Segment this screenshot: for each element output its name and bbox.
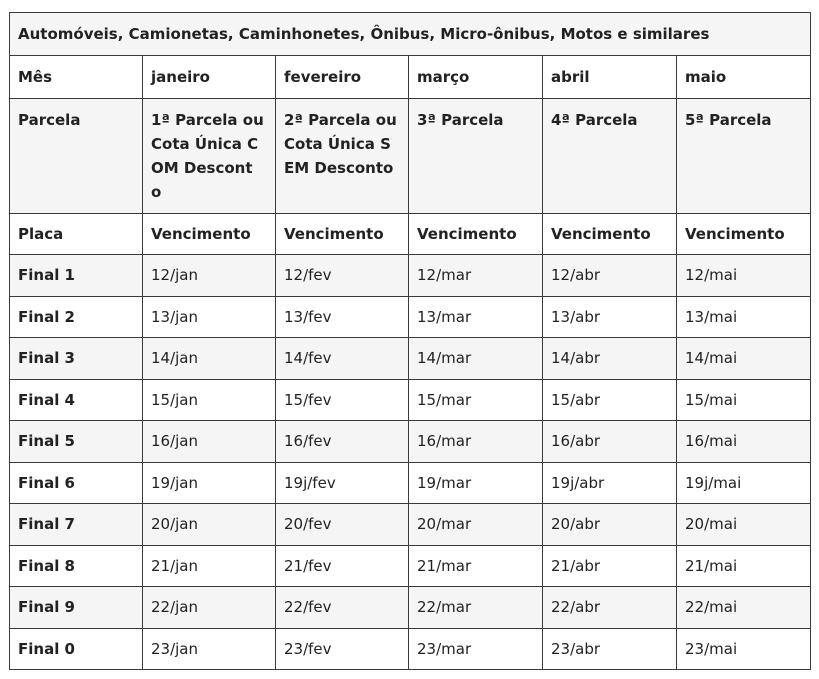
due-date-cell: 15/jan — [143, 379, 276, 421]
parcel-cell: 3ª Parcela — [409, 99, 543, 214]
due-date-cell: 12/mai — [677, 255, 811, 297]
due-date-cell: 21/mai — [677, 545, 811, 587]
due-date-cell: 13/fev — [276, 296, 409, 338]
due-date-cell: 22/mai — [677, 587, 811, 629]
table-row — [10, 504, 811, 546]
due-date-cell: 20/abr — [543, 504, 677, 546]
parcel-cell: 1ª Parcela ou Cota Única COM Descont o — [143, 99, 276, 214]
due-date-cell: 23/jan — [143, 628, 276, 670]
due-date-cell: 22/jan — [143, 587, 276, 629]
table-row — [10, 421, 811, 463]
due-date-cell: 21/jan — [143, 545, 276, 587]
due-date-cell: 12/mar — [409, 255, 543, 297]
due-date-cell: 14/jan — [143, 338, 276, 380]
due-date-cell: 14/abr — [543, 338, 677, 380]
due-date-cell: 23/mar — [409, 628, 543, 670]
due-date-cell: 13/mar — [409, 296, 543, 338]
due-date-cell: 19j/abr — [543, 462, 677, 504]
due-date-cell: 21/abr — [543, 545, 677, 587]
due-date-cell: 15/mar — [409, 379, 543, 421]
due-date-cell: 19j/mai — [677, 462, 811, 504]
plate-final-cell: Final 9 — [10, 587, 143, 629]
plate-final-cell: Final 0 — [10, 628, 143, 670]
due-date-cell: 20/mai — [677, 504, 811, 546]
due-date-cell: 14/mai — [677, 338, 811, 380]
month-cell: fevereiro — [276, 56, 409, 99]
month-cell: maio — [677, 56, 811, 99]
plate-final-cell: Final 2 — [10, 296, 143, 338]
due-date-cell: 20/fev — [276, 504, 409, 546]
parcel-cell: 4ª Parcela — [543, 99, 677, 214]
table-row — [10, 296, 811, 338]
parcel-cell: 5ª Parcela — [677, 99, 811, 214]
plate-final-cell: Final 7 — [10, 504, 143, 546]
due-date-cell: 20/jan — [143, 504, 276, 546]
due-date-cell: 20/mar — [409, 504, 543, 546]
plate-label: Placa — [10, 214, 143, 255]
table-row — [10, 628, 811, 670]
due-dates-table — [9, 12, 811, 670]
due-date-cell: 19/mar — [409, 462, 543, 504]
plate-final-cell: Final 1 — [10, 255, 143, 297]
due-date-cell: 13/jan — [143, 296, 276, 338]
due-date-cell: 16/mar — [409, 421, 543, 463]
due-date-cell: 13/mai — [677, 296, 811, 338]
due-date-cell: 12/abr — [543, 255, 677, 297]
due-date-cell: 22/mar — [409, 587, 543, 629]
month-cell: janeiro — [143, 56, 276, 99]
due-header-cell: Vencimento — [677, 214, 811, 255]
due-date-cell: 19j/fev — [276, 462, 409, 504]
due-date-cell: 14/fev — [276, 338, 409, 380]
table-row — [10, 462, 811, 504]
table-caption: Automóveis, Camionetas, Caminhonetes, Ônibus, Micro-ônibus, Motos e similares — [10, 13, 811, 56]
month-cell: abril — [543, 56, 677, 99]
table-row — [10, 255, 811, 297]
due-date-cell: 14/mar — [409, 338, 543, 380]
due-date-cell: 13/abr — [543, 296, 677, 338]
due-header-cell: Vencimento — [143, 214, 276, 255]
table-row — [10, 545, 811, 587]
plate-final-cell: Final 5 — [10, 421, 143, 463]
plate-final-cell: Final 6 — [10, 462, 143, 504]
due-date-cell: 15/abr — [543, 379, 677, 421]
plate-final-cell: Final 3 — [10, 338, 143, 380]
parcel-row — [10, 99, 811, 214]
parcel-label: Parcela — [10, 99, 143, 214]
table-caption-row — [10, 13, 811, 56]
due-date-cell: 16/jan — [143, 421, 276, 463]
due-date-cell: 16/fev — [276, 421, 409, 463]
table-row — [10, 338, 811, 380]
due-date-cell: 16/abr — [543, 421, 677, 463]
plate-final-cell: Final 4 — [10, 379, 143, 421]
plate-final-cell: Final 8 — [10, 545, 143, 587]
month-label: Mês — [10, 56, 143, 99]
due-date-cell: 15/fev — [276, 379, 409, 421]
due-header-row — [10, 214, 811, 255]
due-date-cell: 12/fev — [276, 255, 409, 297]
ipva-schedule — [9, 12, 810, 670]
due-date-cell: 22/abr — [543, 587, 677, 629]
due-header-cell: Vencimento — [409, 214, 543, 255]
due-date-cell: 19/jan — [143, 462, 276, 504]
due-date-cell: 16/mai — [677, 421, 811, 463]
due-date-cell: 23/fev — [276, 628, 409, 670]
table-row — [10, 587, 811, 629]
parcel-cell: 2ª Parcela ou Cota Única SEM Desconto — [276, 99, 409, 214]
due-date-cell: 21/fev — [276, 545, 409, 587]
due-date-cell: 12/jan — [143, 255, 276, 297]
due-date-cell: 22/fev — [276, 587, 409, 629]
due-date-cell: 23/abr — [543, 628, 677, 670]
due-header-cell: Vencimento — [543, 214, 677, 255]
due-date-cell: 15/mai — [677, 379, 811, 421]
table-row — [10, 379, 811, 421]
month-cell: março — [409, 56, 543, 99]
due-date-cell: 21/mar — [409, 545, 543, 587]
due-date-cell: 23/mai — [677, 628, 811, 670]
due-header-cell: Vencimento — [276, 214, 409, 255]
month-row — [10, 56, 811, 99]
